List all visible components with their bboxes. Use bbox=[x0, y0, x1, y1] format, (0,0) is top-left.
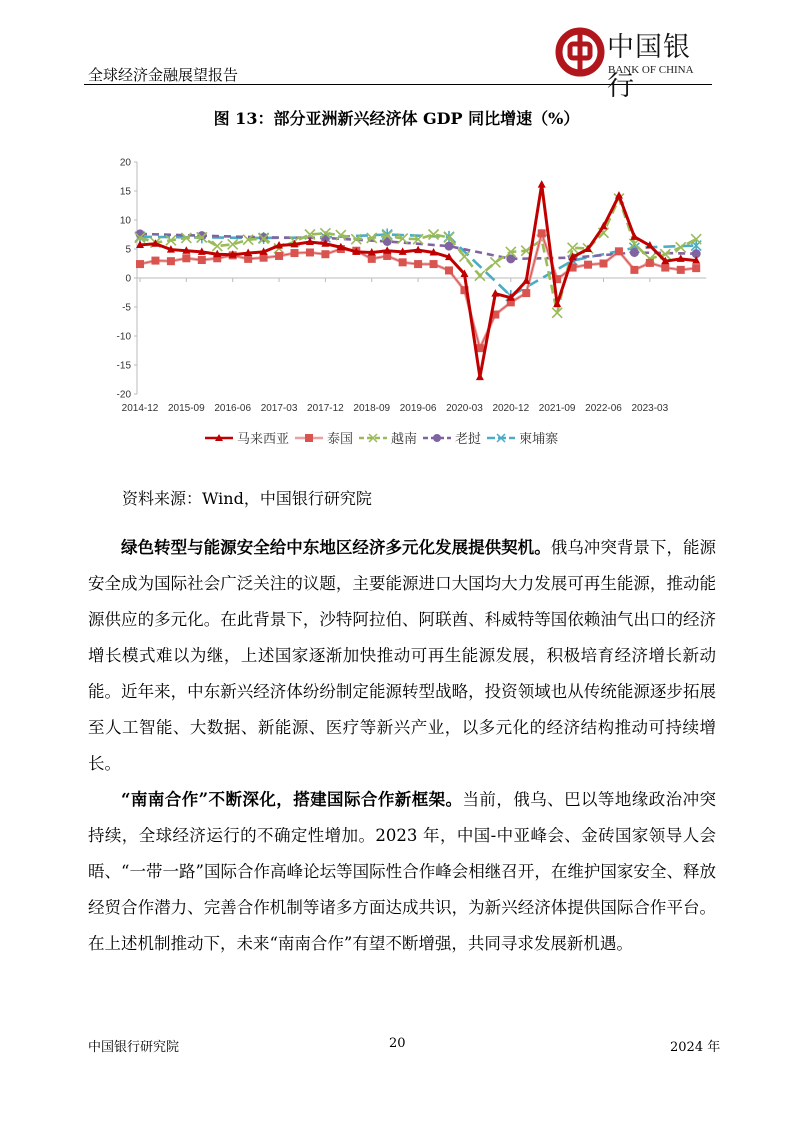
x-tick-label: 2017-03 bbox=[260, 403, 298, 414]
legend-item bbox=[359, 428, 417, 447]
data-point-thailand bbox=[600, 260, 608, 268]
y-tick-label: 0 bbox=[125, 273, 131, 285]
data-point-thailand bbox=[167, 257, 175, 265]
report-title: 全球经济金融展望报告 bbox=[88, 66, 239, 84]
data-point-thailand bbox=[306, 248, 314, 256]
data-point-thailand bbox=[368, 255, 376, 263]
x-tick-label: 2017-12 bbox=[307, 403, 344, 414]
data-point-thailand bbox=[198, 256, 206, 264]
data-point-thailand bbox=[445, 266, 453, 274]
data-point-thailand bbox=[291, 249, 299, 257]
x-tick-label: 2020-03 bbox=[446, 403, 483, 414]
legend-label: 老挝 bbox=[455, 432, 482, 447]
y-tick-label: 5 bbox=[125, 244, 131, 256]
x-tick-label: 2015-09 bbox=[167, 403, 205, 414]
y-tick-label: -20 bbox=[116, 389, 131, 401]
paragraph-lead: 绿色转型与能源安全给中东地区经济多元化发展提供契机。 bbox=[121, 538, 551, 557]
data-point-thailand bbox=[615, 247, 623, 255]
legend-item bbox=[423, 428, 481, 447]
x-tick-label: 2016-06 bbox=[214, 403, 252, 414]
data-point-thailand bbox=[399, 258, 407, 266]
paragraph-1 bbox=[88, 530, 716, 782]
x-tick-label: 2018-09 bbox=[353, 403, 391, 414]
data-point-malaysia bbox=[476, 373, 484, 381]
x-tick-label: 2021-09 bbox=[538, 403, 576, 414]
x-tick-label: 2014-12 bbox=[121, 403, 159, 414]
data-point-thailand bbox=[630, 266, 638, 274]
legend-swatch-icon bbox=[487, 430, 515, 446]
data-point-thailand bbox=[661, 264, 669, 272]
legend-label: 柬埔寨 bbox=[519, 432, 559, 447]
legend-swatch-icon bbox=[205, 430, 233, 446]
legend-item bbox=[487, 428, 558, 447]
x-tick-label: 2022-06 bbox=[585, 403, 622, 414]
data-point-thailand bbox=[430, 260, 438, 268]
data-point-vietnam bbox=[490, 257, 500, 267]
data-point-laos bbox=[630, 248, 639, 257]
footer-year: 2024 年 bbox=[670, 1040, 721, 1055]
x-tick-label: 2020-12 bbox=[492, 403, 530, 414]
logo-english-text: BANK OF CHINA bbox=[608, 64, 694, 76]
y-tick-label: -5 bbox=[122, 302, 131, 314]
legend-swatch-icon bbox=[423, 430, 451, 446]
data-point-thailand bbox=[321, 250, 329, 258]
paragraph-lead: “南南合作”不断深化，搭建国际合作新框架。 bbox=[121, 790, 463, 809]
paragraph-body: 当前，俄乌、巴以等地缘政治冲突持续，全球经济运行的不确定性增加。2023 年，中国-中亚峰会、金砖国家领导人会晤、“一带一路”国际合作高峰论坛等国际性合作峰会相继召开，在维护国家安全、释放经贸合作潜力、完善合作机制等诸多方面达成共识，为新兴经济体提供国际合作平台。在上述机制推动下，未来“南南合作”有望不断增强，共同寻求发展新机遇。 bbox=[88, 790, 717, 953]
data-point-thailand bbox=[151, 257, 159, 265]
page-number: 20 bbox=[389, 1036, 406, 1051]
y-tick-label: 10 bbox=[119, 215, 131, 227]
data-point-thailand bbox=[522, 289, 530, 297]
data-point-thailand bbox=[584, 261, 592, 269]
figure-source: 资料来源：Wind，中国银行研究院 bbox=[122, 489, 372, 508]
data-point-thailand bbox=[646, 259, 654, 267]
data-point-thailand bbox=[538, 229, 546, 237]
y-tick-label: 20 bbox=[119, 157, 131, 169]
x-tick-label: 2019-06 bbox=[399, 403, 437, 414]
data-point-malaysia bbox=[538, 180, 546, 188]
x-tick-label: 2023-03 bbox=[631, 403, 669, 414]
legend-label: 马来西亚 bbox=[237, 432, 290, 447]
legend-swatch-icon bbox=[359, 430, 387, 446]
legend-item bbox=[205, 428, 289, 447]
chart-legend bbox=[205, 428, 564, 447]
data-point-thailand bbox=[182, 254, 190, 262]
gdp-line-chart bbox=[0, 0, 793, 425]
logo-chinese-text: 中国银行 bbox=[607, 32, 691, 102]
figure-title: 图 13：部分亚洲新兴经济体 GDP 同比增速（%） bbox=[213, 109, 580, 128]
data-point-thailand bbox=[275, 252, 283, 260]
paragraph-body: 俄乌冲突背景下，能源安全成为国际社会广泛关注的议题，主要能源进口大国均大力发展可再生能源，推动能源供应的多元化。在此背景下，沙特阿拉伯、阿联酋、科威特等国依赖油气出口的经济增长模式难以为继，上述国家逐渐加快推动可再生能源发展，积极培育经济增长新动能。近年来，中东新兴经济体纷纷制定能源转型战略，投资领域也从传统能源逐步拓展至人工智能、大数据、新能源、医疗等新兴产业，以多元化的经济结构推动可持续增长。 bbox=[88, 538, 717, 773]
y-tick-label: -15 bbox=[116, 360, 131, 372]
legend-item bbox=[295, 428, 353, 447]
data-point-thailand bbox=[677, 266, 685, 274]
data-point-thailand bbox=[136, 260, 144, 268]
footer-org: 中国银行研究院 bbox=[88, 1040, 180, 1055]
paragraph-2 bbox=[88, 782, 716, 962]
data-point-vietnam bbox=[475, 271, 485, 281]
y-tick-label: -10 bbox=[116, 331, 131, 343]
legend-label: 越南 bbox=[391, 432, 418, 447]
y-tick-label: 15 bbox=[119, 186, 131, 198]
legend-swatch-icon bbox=[295, 430, 323, 446]
legend-label: 泰国 bbox=[327, 432, 354, 447]
data-point-thailand bbox=[414, 260, 422, 268]
data-point-thailand bbox=[692, 264, 700, 272]
